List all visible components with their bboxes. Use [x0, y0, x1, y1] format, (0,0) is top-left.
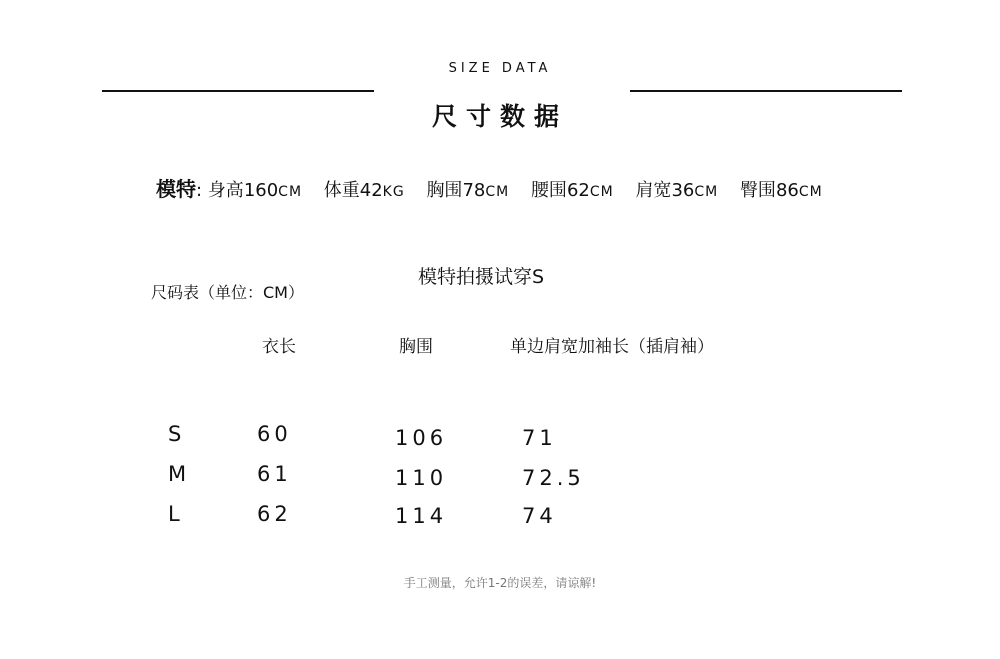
cell-chest: 106	[395, 426, 448, 450]
cell-length: 61	[257, 462, 292, 486]
stat-value: 62	[566, 180, 590, 201]
measurement-disclaimer: 手工测量，允许1-2的误差，请谅解!	[403, 576, 597, 590]
stat-unit: CM	[278, 184, 303, 200]
table-row	[0, 422, 1000, 452]
model-stat-weight	[324, 180, 405, 201]
stat-value: 36	[671, 180, 695, 201]
cell-sleeve: 72.5	[522, 466, 585, 490]
section-kicker: SIZE DATA	[448, 61, 552, 76]
model-label: 模特	[156, 177, 196, 201]
model-stat-waist	[531, 180, 614, 201]
stat-name: 肩宽	[635, 180, 672, 201]
stat-name: 臀围	[739, 180, 776, 201]
cell-sleeve: 71	[522, 426, 557, 450]
stat-value: 42	[359, 180, 383, 201]
stat-value: 160	[243, 180, 279, 201]
model-stat-bust	[426, 180, 509, 201]
size-table-label: 尺码表（单位：CM）	[151, 283, 304, 302]
divider-left	[102, 90, 374, 92]
stat-name: 身高	[207, 180, 244, 201]
column-header-sleeve: 单边肩宽加袖长（插肩袖）	[510, 337, 714, 357]
stat-unit: CM	[798, 184, 823, 200]
stat-unit: CM	[589, 184, 614, 200]
stat-name: 胸围	[426, 180, 463, 201]
stat-name: 腰围	[530, 180, 567, 201]
stat-value: 78	[462, 180, 486, 201]
size-label: M	[168, 462, 191, 486]
model-stat-hip	[740, 180, 823, 201]
size-label: S	[168, 422, 186, 446]
stat-value: 86	[775, 180, 799, 201]
cell-chest: 110	[395, 466, 448, 490]
stat-unit: KG	[382, 184, 405, 200]
cell-length: 62	[257, 502, 292, 526]
cell-length: 60	[257, 422, 292, 446]
model-size-note: 模特拍摄试穿S	[418, 266, 545, 288]
cell-sleeve: 74	[522, 504, 557, 528]
size-label: L	[168, 502, 184, 526]
model-stat-shoulder	[635, 180, 718, 201]
model-measurements	[156, 173, 839, 202]
table-row	[0, 502, 1000, 532]
model-stat-height	[208, 180, 302, 201]
page-title: 尺寸数据	[431, 102, 568, 131]
model-label-colon: :	[196, 180, 203, 201]
divider-right	[630, 90, 902, 92]
column-header-length: 衣长	[262, 337, 296, 357]
stat-unit: CM	[694, 184, 719, 200]
table-row	[0, 462, 1000, 492]
stat-unit: CM	[485, 184, 510, 200]
stat-name: 体重	[323, 180, 360, 201]
column-header-chest: 胸围	[399, 337, 433, 357]
cell-chest: 114	[395, 504, 448, 528]
